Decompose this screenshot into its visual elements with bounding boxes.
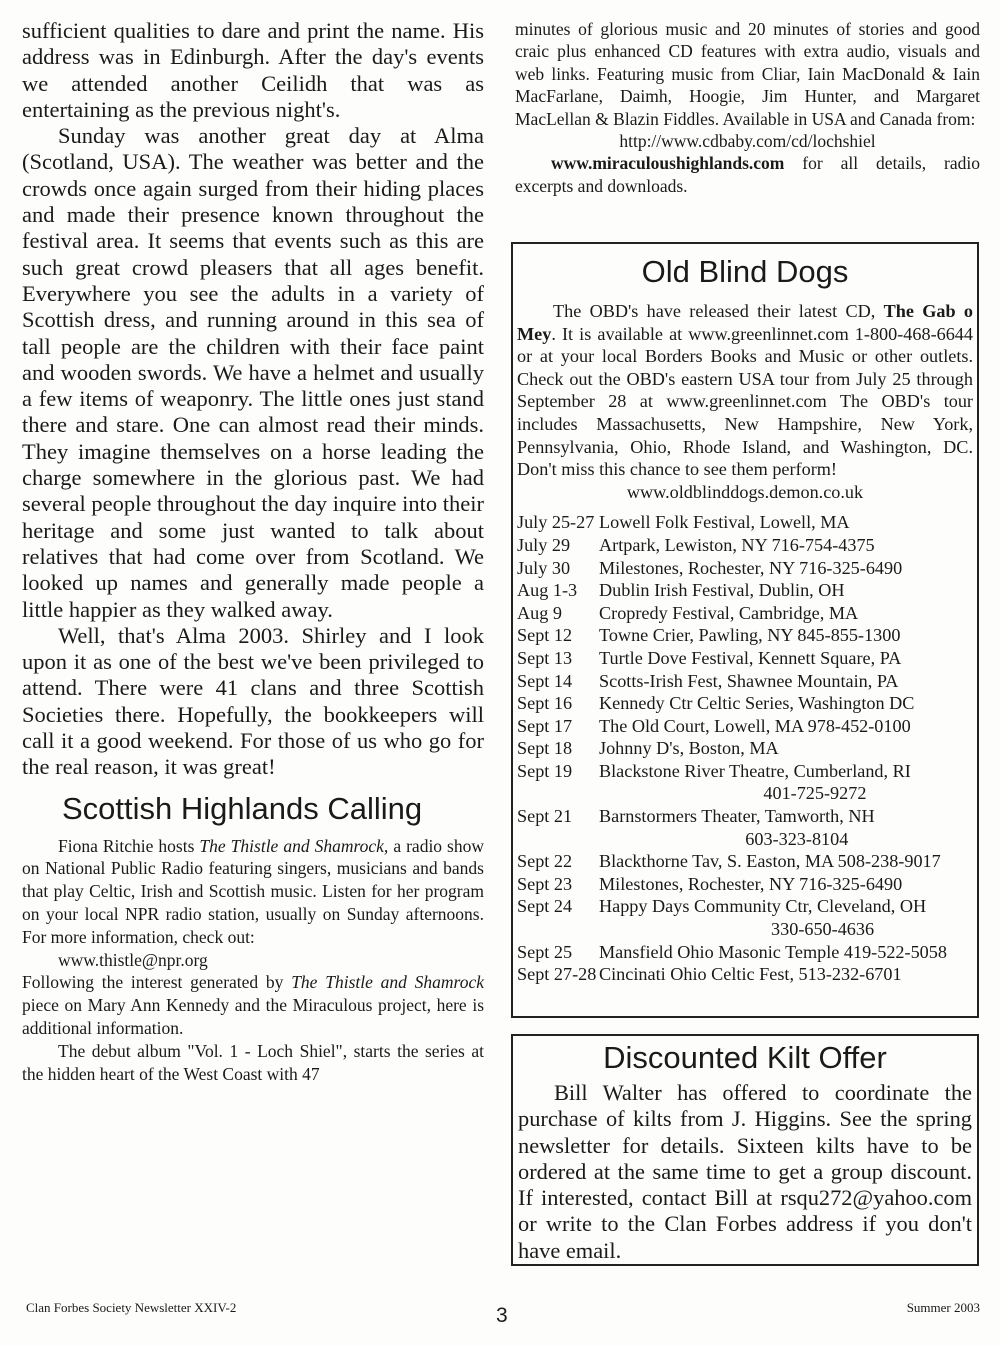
kilt-offer-box	[511, 1034, 979, 1266]
schedule-date: July 30	[517, 557, 571, 578]
schedule-row	[517, 602, 973, 625]
schedule-date: Sept 14	[517, 670, 573, 691]
paragraph: sufficient qualities to dare and print the name. His address was in Edinburgh. After the day's events we attended another Ceilidh that was as entertaining as the previous night's.	[22, 18, 484, 122]
text: piece on Mary Ann Kennedy and the Miraculous project, here is additional information.	[22, 995, 484, 1038]
schedule-date: Sept 21	[517, 806, 573, 827]
scottish-highlands-article	[22, 835, 484, 1086]
schedule-row	[517, 895, 973, 940]
event-text: Blackstone River Theatre, Cumberland, RI	[599, 760, 911, 781]
schedule-event	[599, 850, 941, 873]
old-blind-dogs-box	[511, 242, 979, 1018]
schedule-row	[517, 511, 973, 534]
newsletter-name: Clan Forbes Society Newsletter XXIV-2	[26, 1300, 237, 1315]
schedule-event	[599, 941, 947, 964]
schedule-date: Sept 12	[517, 625, 573, 646]
event-text: Scotts-Irish Fest, Shawnee Mountain, PA	[599, 670, 899, 691]
link-text: www.miraculoushighlands.com	[551, 153, 785, 174]
schedule-row	[517, 670, 973, 693]
schedule-row	[517, 557, 973, 580]
schedule-phone: 330-650-4636	[771, 919, 875, 940]
text: The OBD's have released their latest CD,	[553, 301, 884, 321]
link-text: www.thistle@npr.org	[58, 949, 208, 970]
paragraph	[22, 971, 484, 1039]
event-text: Mansfield Ohio Masonic Temple 419-522-5058	[599, 941, 947, 962]
event-text: Kennedy Ctr Celtic Series, Washington DC	[599, 693, 915, 714]
paragraph: Sunday was another great day at Alma (Scotland, USA). The weather was better and the crowds once again surged from their hiding places and made their presence known throughout the festival area. It seems that events such as this are such great crowd pleasers that all ages benefit. Everywhere you see the adults in a variety of Scottish dress, and running around in this sea of tall people are the children with their face paint and wooden swords. We have a helmet and usually a few items of weaponry. The little ones just stand there and stare. One can almost read their minds. They imagine themselves on a horse leading the charge somewhere in the glorious past. We had several people throughout the day inquire into their heritage and some just wanted to talk about relatives that had come over from Scotland. We looked up names and generally made people a little happier as they walked away.	[22, 123, 484, 622]
paragraph: The debut album "Vol. 1 - Loch Shiel", starts the series at the hidden heart of the West Coast with 47	[22, 1040, 484, 1084]
schedule-row	[517, 805, 973, 850]
event-text: Milestones, Rochester, NY 716-325-6490	[599, 873, 903, 894]
link-text: www.oldblinddogs.demon.co.uk	[626, 481, 864, 502]
schedule-date: Aug 1-3	[517, 580, 578, 601]
album-title: The Gab o Mey	[517, 301, 973, 344]
schedule-event	[599, 963, 902, 986]
paragraph	[517, 300, 973, 481]
schedule-row	[517, 624, 973, 647]
left-column	[22, 18, 484, 1085]
schedule-date: Sept 27-28	[517, 964, 597, 985]
right-column	[515, 18, 980, 197]
schedule-date: Sept 19	[517, 760, 573, 781]
schedule-date: Sept 22	[517, 851, 573, 872]
paragraph: Well, that's Alma 2003. Shirley and I look upon it as one of the best we've been privileged to attend. There were 41 clans and three Scottish Societies there. Hopefully, the bookkeepers will call it a good weekend. For those of us who go for the real reason, it was great!	[22, 622, 484, 780]
schedule-date: July 25-27	[517, 512, 595, 533]
link-text: http://www.cdbaby.com/cd/lochshiel	[619, 131, 876, 152]
schedule-date: Sept 13	[517, 647, 573, 668]
schedule-event	[599, 805, 875, 850]
schedule-event	[599, 895, 926, 940]
event-text: Towne Crier, Pawling, NY 845-855-1300	[599, 625, 901, 646]
event-text: Johnny D's, Boston, MA	[599, 738, 779, 759]
section-title: Scottish Highlands Calling	[62, 790, 423, 826]
section-title: Old Blind Dogs	[641, 254, 849, 289]
schedule-event	[599, 760, 911, 805]
text: a radio show on National Public Radio featuring singers, musicians and bands that play Celtic, Irish and Scottish music. Listen for her program on your local NPR radio station, usually on Sunday afternoons. For more information, check out:	[22, 835, 485, 947]
text: Fiona Ritchie hosts	[58, 835, 200, 856]
schedule-row	[517, 534, 973, 557]
schedule-row	[517, 963, 973, 986]
issue-date: Summer 2003	[906, 1300, 980, 1315]
schedule-row	[517, 760, 973, 805]
text: . It is available at www.greenlinnet.com 1-800-468-6644 or at your local Borders Books and Music or other outlets. Check out the OBD's eastern USA tour from July 25 through September 28 at www.greenlinnet.com The OBD's tour includes Massachusetts, New Hampshire, New York, Pennsylvania, Ohio, Rhode Island, and Washington, DC. Don't miss this chance to see them perform!	[517, 323, 973, 480]
event-text: Lowell Folk Festival, Lowell, MA	[599, 512, 850, 533]
schedule-row	[517, 715, 973, 738]
schedule-row	[517, 692, 973, 715]
event-text: Dublin Irish Festival, Dublin, OH	[599, 580, 845, 601]
event-text: Cropredy Festival, Cambridge, MA	[599, 602, 859, 623]
paragraph	[515, 152, 980, 197]
schedule-date: July 29	[517, 534, 571, 555]
schedule-date: Aug 9	[517, 602, 562, 623]
text: Following the interest generated by	[22, 972, 292, 993]
schedule-phone: 603-323-8104	[745, 828, 849, 849]
event-text: Blackthorne Tav, S. Easton, MA 508-238-9017	[599, 851, 941, 872]
event-text: Cincinati Ohio Celtic Fest, 513-232-6701	[599, 964, 902, 985]
schedule-event	[599, 579, 845, 602]
schedule-phone: 401-725-9272	[763, 783, 867, 804]
section-title: Discounted Kilt Offer	[603, 1040, 887, 1075]
event-text: Happy Days Community Ctr, Cleveland, OH	[599, 896, 927, 917]
schedule-row	[517, 850, 973, 873]
schedule-date: Sept 24	[517, 896, 573, 917]
schedule-event	[599, 873, 902, 896]
paragraph	[22, 835, 484, 949]
schedule-date: Sept 18	[517, 738, 573, 759]
event-text: Milestones, Rochester, NY 716-325-6490	[599, 557, 903, 578]
schedule-date: Sept 23	[517, 873, 573, 894]
schedule-date: Sept 16	[517, 693, 573, 714]
event-text: Turtle Dove Festival, Kennett Square, PA	[599, 647, 902, 668]
schedule-row	[517, 873, 973, 896]
schedule-row	[517, 737, 973, 760]
event-text: The Old Court, Lowell, MA 978-452-0100	[599, 715, 911, 736]
event-text: Barnstormers Theater, Tamworth, NH	[599, 806, 875, 827]
tour-schedule	[517, 511, 973, 985]
schedule-event	[599, 647, 901, 670]
schedule-event	[599, 692, 914, 715]
schedule-event	[599, 737, 779, 760]
show-title: The Thistle and Shamrock	[291, 972, 484, 993]
schedule-event	[599, 557, 902, 580]
page-number: 3	[496, 1304, 508, 1327]
schedule-event	[599, 670, 898, 693]
schedule-event	[599, 511, 850, 534]
event-text: Artpark, Lewiston, NY 716-754-4375	[599, 534, 875, 555]
schedule-event	[599, 715, 911, 738]
show-title: The Thistle and Shamrock,	[199, 835, 389, 856]
schedule-row	[517, 647, 973, 670]
schedule-event	[599, 624, 900, 647]
schedule-event	[599, 534, 875, 557]
schedule-row	[517, 579, 973, 602]
schedule-event	[599, 602, 858, 625]
schedule-date: Sept 17	[517, 715, 573, 736]
paragraph: minutes of glorious music and 20 minutes of stories and good craic plus enhanced CD features with extra audio, visuals and web links. Featuring music from Cliar, Iain MacDonald & Iain MacFarlane, Daimh, Hoogie, Jim Hunter, and Margaret MacLellan & Blazin Fiddles. Available in USA and Canada from:	[515, 19, 980, 129]
schedule-row	[517, 941, 973, 964]
schedule-date: Sept 25	[517, 941, 573, 962]
text: for all details, radio excerpts and downloads.	[515, 153, 980, 196]
paragraph: Bill Walter has offered to coordinate the purchase of kilts from J. Higgins. See the spring newsletter for details. Sixteen kilts have to be ordered at the same time to get a group discount. If interested, contact Bill at rsqu272@yahoo.com or write to the Clan Forbes address if you don't have email.	[518, 1080, 972, 1263]
